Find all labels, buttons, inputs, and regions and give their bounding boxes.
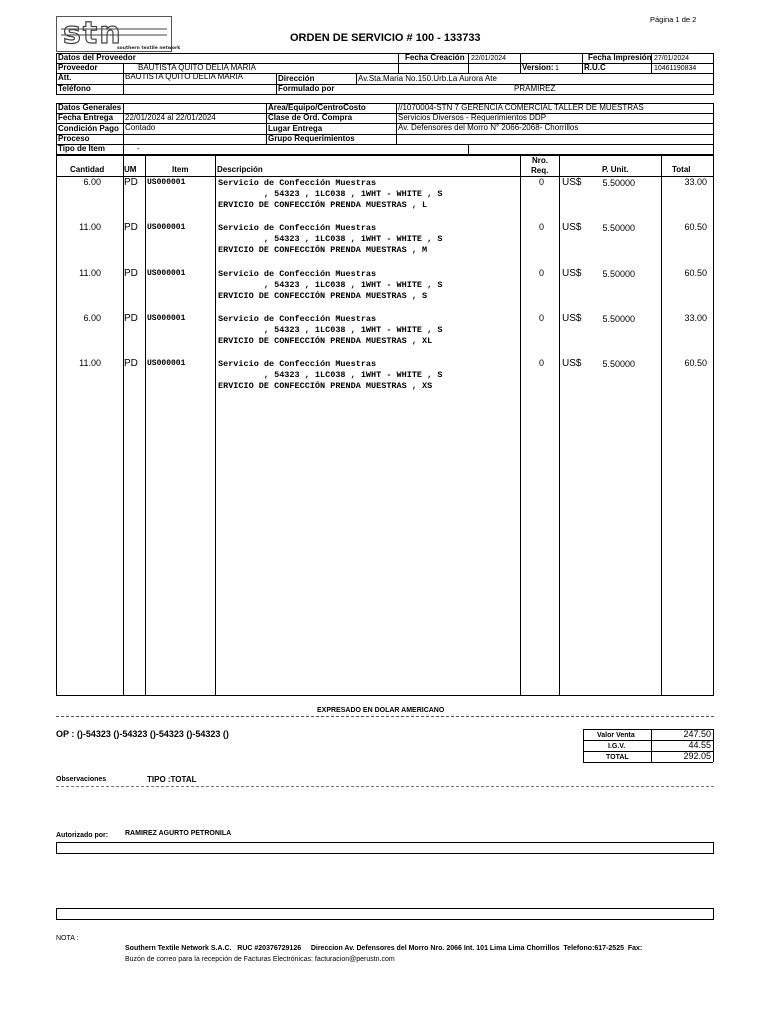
logo-text: stn [63,16,123,51]
col-punit-header: P. Unit. [602,165,629,174]
tipo-item-value: - [137,144,140,153]
row-desc-line1: Servicio de Confección Muestras [218,269,377,279]
row-punit: 5.50000 [602,314,635,324]
page-title: ORDEN DE SERVICIO # 100 - 133733 [290,32,481,44]
row-cantidad: 11.00 [79,222,101,232]
total-value: 292.05 [683,751,711,761]
row-currency: US$ [562,358,582,369]
currency-note: EXPRESADO EN DOLAR AMERICANO [317,707,445,714]
row-um: PD [124,222,138,233]
company-info: Southern Textile Network S.A.C. RUC #20376729126 Direccion Av. Defensores del Morro Nro. 2066 Int. 101 Lima Lima Chorrillos Telefono:617-2525 Fax: [125,945,643,952]
company-logo [56,16,181,52]
row-cantidad: 11.00 [79,268,101,278]
autorizado-value: RAMIREZ AGURTO PETRONILA [125,830,232,837]
row-desc-line2: , 54323 , 1LC038 , 1WHT - WHITE , S [218,325,443,335]
formulado-label: Formulado por [278,84,335,93]
row-item: US000001 [147,178,186,187]
row-desc-line3: ERVICIO DE CONFECCIÓN PRENDA MUESTRAS , XL [218,336,433,346]
row-currency: US$ [562,222,582,233]
row-nro-req: 0 [538,358,544,368]
row-total: 33.00 [684,177,707,187]
row-punit: 5.50000 [602,178,635,188]
authorization-box [56,842,714,854]
fecha-entrega-label: Fecha Entrega [58,113,114,122]
att-label: Att. [58,73,72,82]
row-nro-req: 0 [538,177,544,187]
row-item: US000001 [147,359,186,368]
igv-value: 44.55 [688,740,711,750]
row-um: PD [124,177,138,188]
row-desc-line1: Servicio de Confección Muestras [218,314,377,324]
row-cantidad: 6.00 [83,313,101,323]
ruc-label: R.U.C [584,63,606,72]
col-um-header: UM [124,165,137,174]
fecha-impresion-value: 27/01/2024 [654,55,690,62]
col-cantidad-header: Cantidad [70,165,105,174]
col-req-header: Req. [531,166,549,175]
notes-box [56,908,714,920]
row-desc-line3: ERVICIO DE CONFECCIÓN PRENDA MUESTRAS , M [218,245,428,255]
version-value: 1 [555,65,559,72]
igv-label: I.G.V. [608,743,626,750]
observaciones-label: Observaciones [56,776,107,783]
direccion-value: Av.Sta.Maria No.150.Urb.La Aurora Ate [358,74,497,83]
autorizado-label: Autorizado por: [56,832,109,839]
direccion-label: Dirección [278,74,315,83]
proceso-label: Proceso [58,134,90,143]
proveedor-value: BAUTISTA QUITO DELIA MARIA [138,63,256,72]
total-label: TOTAL [606,754,629,761]
grupo-label: Grupo Requerimientos [268,134,355,143]
proveedor-label: Proveedor [58,63,98,72]
general-section-label: Datos Generales [58,103,122,112]
row-nro-req: 0 [538,222,544,232]
row-desc-line2: , 54323 , 1LC038 , 1WHT - WHITE , S [218,370,443,380]
op-line: OP : ()-54323 ()-54323 ()-54323 ()-54323 () [56,729,229,739]
fecha-entrega-value: 22/01/2024 al 22/01/2024 [125,113,216,122]
row-desc-line3: ERVICIO DE CONFECCIÓN PRENDA MUESTRAS , L [218,200,428,210]
row-desc-line2: , 54323 , 1LC038 , 1WHT - WHITE , S [218,234,443,244]
clase-value: Servicios Diversos - Requerimientos DDP [398,113,547,122]
row-total: 60.50 [684,222,707,232]
area-label: Area/Equipo/CentroCosto [268,103,366,112]
row-currency: US$ [562,268,582,279]
fecha-impresion-label: Fecha Impresión [588,53,652,62]
row-nro-req: 0 [538,268,544,278]
nota-label: NOTA : [56,935,79,942]
stn-logo-icon [57,16,181,51]
row-currency: US$ [562,313,582,324]
row-desc-line3: ERVICIO DE CONFECCIÓN PRENDA MUESTRAS , S [218,291,428,301]
supplier-section-label: Datos del Proveedor [58,53,136,62]
page-number: Página 1 de 2 [650,15,697,24]
lugar-label: Lugar Entrega [268,124,323,133]
row-item: US000001 [147,223,186,232]
row-total: 60.50 [684,268,707,278]
row-item: US000001 [147,314,186,323]
condicion-label: Condición Pago [58,124,119,133]
row-desc-line2: , 54323 , 1LC038 , 1WHT - WHITE , S [218,189,443,199]
version-label: Version: [522,63,554,72]
row-cantidad: 6.00 [83,177,101,187]
lugar-value: Av. Defensores del Morro N° 2066-2068- Chorrillos [398,123,579,132]
tipo-item-label: Tipo de Item [58,144,105,153]
col-nro-header: Nro. [532,156,548,165]
row-desc-line1: Servicio de Confección Muestras [218,223,377,233]
logo-subtext: southern textile network [117,46,181,51]
row-um: PD [124,313,138,324]
fecha-creacion-label: Fecha Creación [405,53,465,62]
area-value: //1070004-STN 7 GERENCIA COMERCIAL TALLER DE MUESTRAS [398,103,644,112]
row-punit: 5.50000 [602,223,635,233]
col-desc-header: Descripción [217,165,263,174]
valor-venta-label: Valor Venta [597,732,635,739]
col-item-header: Item [172,165,189,174]
row-desc-line1: Servicio de Confección Muestras [218,178,377,188]
tipo-total: TIPO :TOTAL [147,775,197,784]
row-punit: 5.50000 [602,359,635,369]
row-desc-line2: , 54323 , 1LC038 , 1WHT - WHITE , S [218,280,443,290]
row-cantidad: 11.00 [79,358,101,368]
row-currency: US$ [562,177,582,188]
row-total: 33.00 [684,313,707,323]
row-desc-line3: ERVICIO DE CONFECCIÓN PRENDA MUESTRAS , XS [218,381,433,391]
row-um: PD [124,358,138,369]
row-punit: 5.50000 [602,269,635,279]
row-item: US000001 [147,269,186,278]
clase-label: Clase de Ord. Compra [268,113,353,122]
col-total-header: Total [672,165,691,174]
telefono-label: Teléfono [58,84,91,93]
row-total: 60.50 [684,358,707,368]
fecha-creacion-value: 22/01/2024 [471,55,507,62]
row-um: PD [124,268,138,279]
formulado-value: PRAMIREZ [514,84,556,93]
row-nro-req: 0 [538,313,544,323]
ruc-value: 10461190834 [654,65,697,72]
att-value: BAUTISTA QUITO DELIA MARIA [125,72,243,81]
condicion-value: Contado [125,123,156,132]
valor-venta-value: 247.50 [683,729,711,739]
row-desc-line1: Servicio de Confección Muestras [218,359,377,369]
email-info: Buzón de correo para la recepción de Facturas Electrónicas: facturacion@perustn.com [125,956,395,963]
